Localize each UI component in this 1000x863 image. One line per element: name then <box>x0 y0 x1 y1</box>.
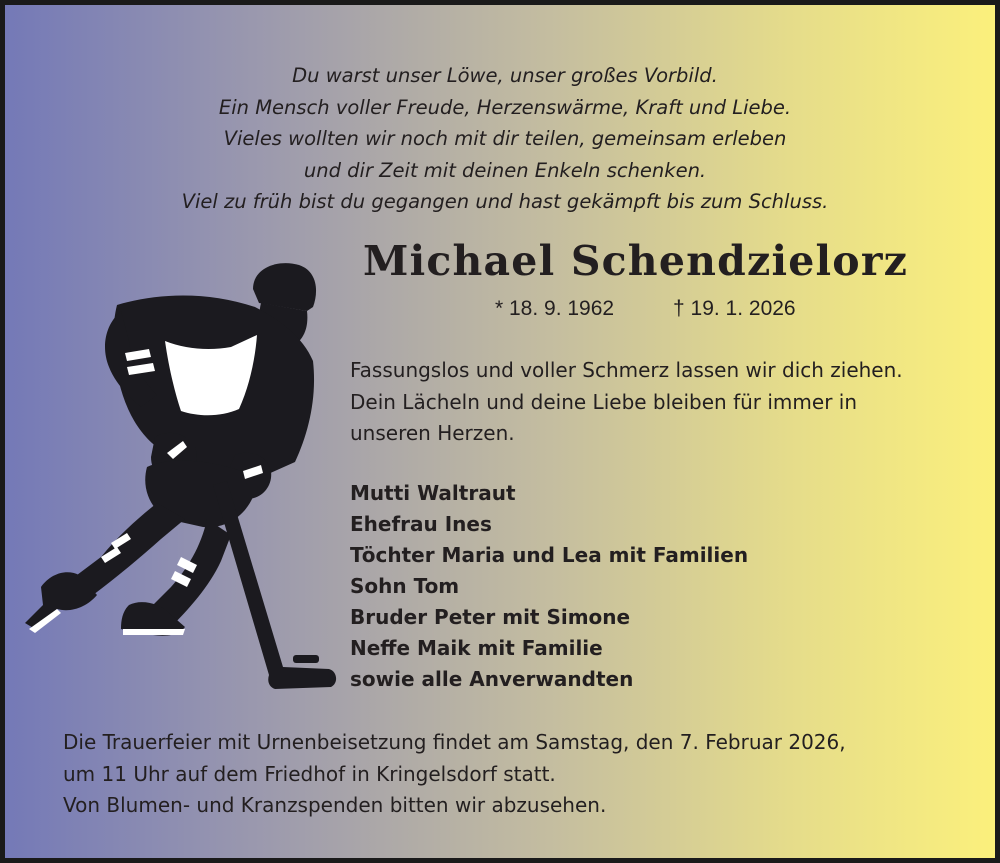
message-line: Dein Lächeln und deine Liebe bleiben für immer in <box>350 389 858 414</box>
birth-date: * 18. 9. 1962 <box>495 297 615 320</box>
mourner-item: Neffe Maik mit Familie <box>350 636 603 660</box>
message-line: unseren Herzen. <box>350 421 515 445</box>
death-date: † 19. 1. 2026 <box>673 297 796 320</box>
mourner-item: Bruder Peter mit Simone <box>350 605 631 629</box>
mourners-list <box>350 478 748 695</box>
poem <box>5 60 1000 218</box>
notice-line: Von Blumen- und Kranzspenden bitten wir abzusehen. <box>63 793 607 817</box>
mourner-item: Mutti Waltraut <box>350 481 516 505</box>
poem-line: Ein Mensch voller Freude, Herzenswärme, Kraft und Liebe. <box>218 95 792 119</box>
notice-line: Die Trauerfeier mit Urnenbeisetzung findet am Samstag, den 7. Februar 2026, <box>63 730 846 754</box>
mourner-item: Ehefrau Ines <box>350 512 492 536</box>
mourner-item: sowie alle Anverwandten <box>350 667 634 691</box>
deceased-name: Michael Schendzielorz <box>363 237 909 285</box>
mourner-item: Töchter Maria und Lea mit Familien <box>350 543 749 567</box>
mourner-item: Sohn Tom <box>350 574 460 598</box>
poem-line: Viel zu früh bist du gegangen und hast gekämpft bis zum Schluss. <box>181 190 829 213</box>
ice-hockey-player-icon <box>17 257 347 697</box>
poem-line: Du warst unser Löwe, unser großes Vorbild. <box>292 64 718 87</box>
poem-line: und dir Zeit mit deinen Enkeln schenken. <box>303 158 707 182</box>
funeral-notice <box>63 727 846 822</box>
message-line: Fassungslos und voller Schmerz lassen wir dich ziehen. <box>350 358 903 382</box>
poem-line: Vieles wollten wir noch mit dir teilen, gemeinsam erleben <box>223 127 787 150</box>
notice-line: um 11 Uhr auf dem Friedhof in Kringelsdorf statt. <box>63 761 556 786</box>
farewell-message <box>350 355 950 450</box>
